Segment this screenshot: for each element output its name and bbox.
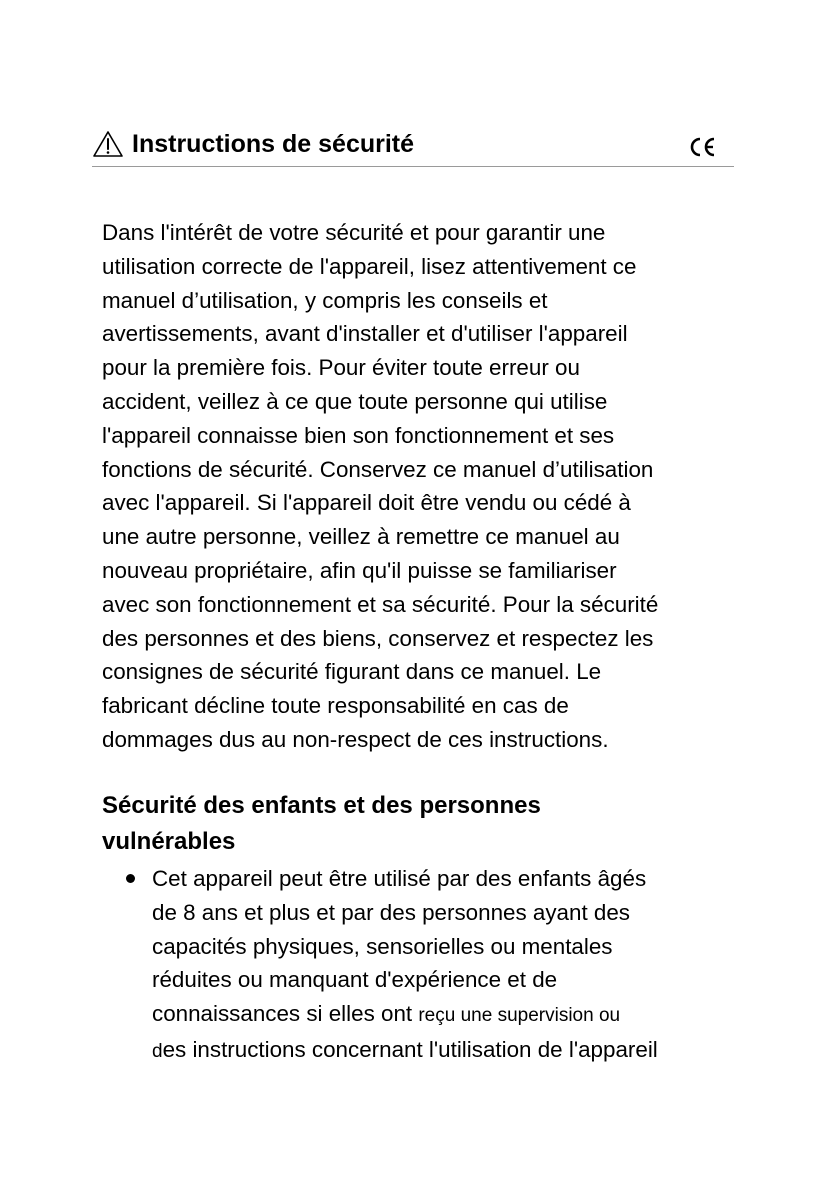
intro-line: accident, veillez à ce que toute personne qui utilise — [102, 388, 608, 414]
bullet-line: Cet appareil peut être utilisé par des enfants âgés — [152, 866, 647, 891]
intro-line: pour la première fois. Pour éviter toute erreur ou — [102, 355, 580, 381]
intro-line: avec l'appareil. Si l'appareil doit être vendu ou cédé à — [102, 490, 631, 516]
bullet-icon — [126, 874, 135, 883]
bullet-line — [152, 997, 742, 1033]
bullet-list — [102, 862, 742, 1069]
bullet-line — [152, 1033, 742, 1069]
section-header — [92, 128, 734, 167]
bullet-text-small: d — [152, 1040, 163, 1062]
bullet-text: es instructions concernant l'utilisation de l'appareil — [162, 1036, 658, 1062]
warning-triangle-icon — [92, 130, 124, 158]
intro-paragraph — [102, 216, 742, 757]
ce-mark-icon — [688, 136, 716, 158]
intro-line: utilisation correcte de l'appareil, lisez attentivement ce — [102, 253, 637, 279]
section-title-line: Sécurité des enfants et des personnes — [102, 792, 541, 819]
intro-line: dommages dus au non-respect de ces instructions. — [102, 726, 609, 752]
bullet-line: capacités physiques, sensorielles ou mentales — [152, 933, 613, 959]
intro-line: manuel d’utilisation, y compris les conseils et — [102, 287, 548, 313]
intro-line: avec son fonctionnement et sa sécurité. Pour la sécurité — [102, 591, 659, 617]
page-title: Instructions de sécurité — [132, 130, 415, 158]
intro-line: nouveau propriétaire, afin qu'il puisse se familiariser — [102, 557, 617, 583]
bullet-line: de 8 ans et plus et par des personnes ayant des — [152, 899, 630, 925]
intro-line: avertissements, avant d'installer et d'utiliser l'appareil — [102, 321, 628, 347]
intro-line: une autre personne, veillez à remettre ce manuel au — [102, 524, 620, 550]
section-title — [102, 788, 742, 860]
intro-line: Dans l'intérêt de votre sécurité et pour garantir une — [102, 220, 606, 245]
intro-line: fabricant décline toute responsabilité en cas de — [102, 693, 569, 719]
list-item — [102, 862, 742, 1069]
intro-line: des personnes et des biens, conservez et respectez les — [102, 625, 654, 651]
bullet-text-small: reçu une supervision ou — [418, 1005, 621, 1027]
bullet-text: connaissances si elles ont — [152, 1001, 419, 1027]
section-title-line: vulnérables — [102, 828, 236, 855]
intro-line: fonctions de sécurité. Conservez ce manuel d’utilisation — [102, 456, 654, 482]
intro-line: l'appareil connaisse bien son fonctionnement et ses — [102, 422, 615, 448]
intro-line: consignes de sécurité figurant dans ce manuel. Le — [102, 659, 602, 685]
bullet-line: réduites ou manquant d'expérience et de — [152, 967, 558, 993]
